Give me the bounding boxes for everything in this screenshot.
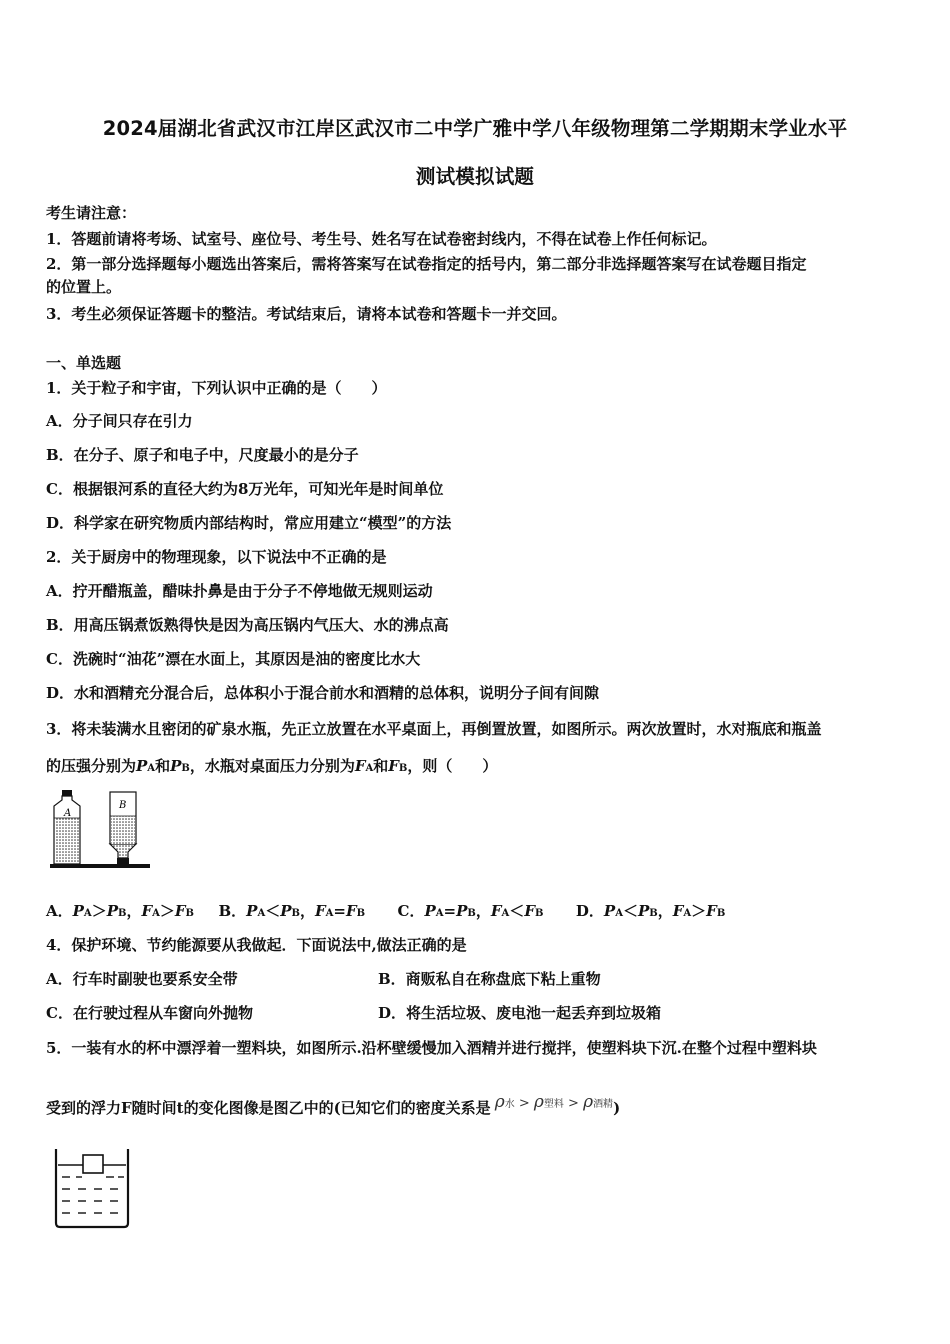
section-heading: 一、单选题 (46, 354, 122, 372)
q2-option-a: A．拧开醋瓶盖，醋味扑鼻是由于分子不停地做无规则运动 (46, 582, 433, 600)
q4-option-a: A．行车时副驶也要系安全带 (46, 970, 238, 988)
notice-item-2a: 2．第一部分选择题每小题选出答案后，需将答案写在试卷指定的括号内，第二部分非选择题答案写在试卷题目指定 (46, 255, 807, 273)
q4-stem: 4．保护环境、节约能源要从我做起．下面说法中,做法正确的是 (46, 936, 467, 954)
notice-item-2b: 的位置上。 (46, 278, 122, 296)
bottle-b-inverted (110, 792, 136, 864)
q3-option-d: D．PA＜PB，FA＞FB (575, 902, 726, 920)
q4-option-b: B．商贩私自在称盘底下粘上重物 (378, 970, 601, 988)
q3-option-b: B．PA＜PB，FA=FB (218, 902, 366, 920)
q5-stem-line-1: 5．一装有水的杯中漂浮着一塑料块，如图所示.沿杯壁缓慢加入酒精并进行搅拌，使塑料块下沉.在整个过程中塑料块 (46, 1039, 817, 1057)
q3-option-c: C．PA=PB，FA＜FB (397, 902, 544, 920)
q2-option-c: C．洗碗时“油花”漂在水面上，其原因是油的密度比水大 (46, 650, 421, 668)
q2-stem: 2．关于厨房中的物理现象，以下说法中不正确的是 (46, 548, 387, 566)
q1-option-a: A．分子间只存在引力 (46, 412, 193, 430)
label-b: B (119, 800, 127, 811)
notice-item-3: 3．考生必须保证答题卡的整洁。考试结束后，请将本试卷和答题卡一并交回。 (46, 305, 567, 323)
q1-option-c: C．根据银河系的直径大约为8万光年，可知光年是时间单位 (46, 480, 444, 498)
q4-option-c: C．在行驶过程从车窗向外抛物 (46, 1004, 253, 1022)
label-a: A (64, 808, 72, 819)
notice-heading: 考生请注意： (46, 204, 137, 222)
q5-stem-line-2: 受到的浮力F随时间t的变化图像是图乙中的(已知它们的密度关系是 ρ水 > ρ塑料 > ρ酒精) (46, 1092, 621, 1117)
q2-option-b: B．用高压锅煮饭熟得快是因为高压锅内气压大、水的沸点高 (46, 616, 449, 634)
notice-item-1: 1．答题前请将考场、试室号、座位号、考生号、姓名写在试卷密封线内，不得在试卷上作任何标记。 (46, 230, 717, 248)
bottle-a-upright (54, 790, 80, 864)
cup-figure (50, 1145, 134, 1231)
q3-stem-line-1: 3．将未装满水且密闭的矿泉水瓶，先正立放置在水平桌面上，再倒置放置，如图所示。两次放置时，水对瓶底和瓶盖 (46, 720, 822, 738)
plastic-block (83, 1155, 103, 1173)
q1-option-b: B．在分子、原子和电子中，尺度最小的是分子 (46, 446, 359, 464)
title-line-2: 测试模拟试题 (415, 165, 535, 188)
q3-stem-line-2: 的压强分别为PA和PB，水瓶对桌面压力分别为FA和FB，则（ ） (46, 757, 498, 775)
q3-options (46, 900, 725, 921)
q2-option-d: D．水和酒精充分混合后，总体积小于混合前水和酒精的总体积，说明分子间有间隙 (46, 684, 600, 702)
bottle-figure (50, 788, 150, 870)
q3-option-a: A．PA＞PB，FA＞FB (46, 902, 194, 920)
q1-option-d: D．科学家在研究物质内部结构时，常应用建立“模型”的方法 (46, 514, 452, 532)
q4-option-d: D．将生活垃圾、废电池一起丢弃到垃圾箱 (378, 1004, 662, 1022)
q1-stem: 1．关于粒子和宇宙，下列认识中正确的是（ ） (46, 379, 387, 397)
water-dashes (62, 1177, 124, 1213)
title-line-1: 2024届湖北省武汉市江岸区武汉市二中学广雅中学八年级物理第二学期期末学业水平 (102, 117, 848, 140)
